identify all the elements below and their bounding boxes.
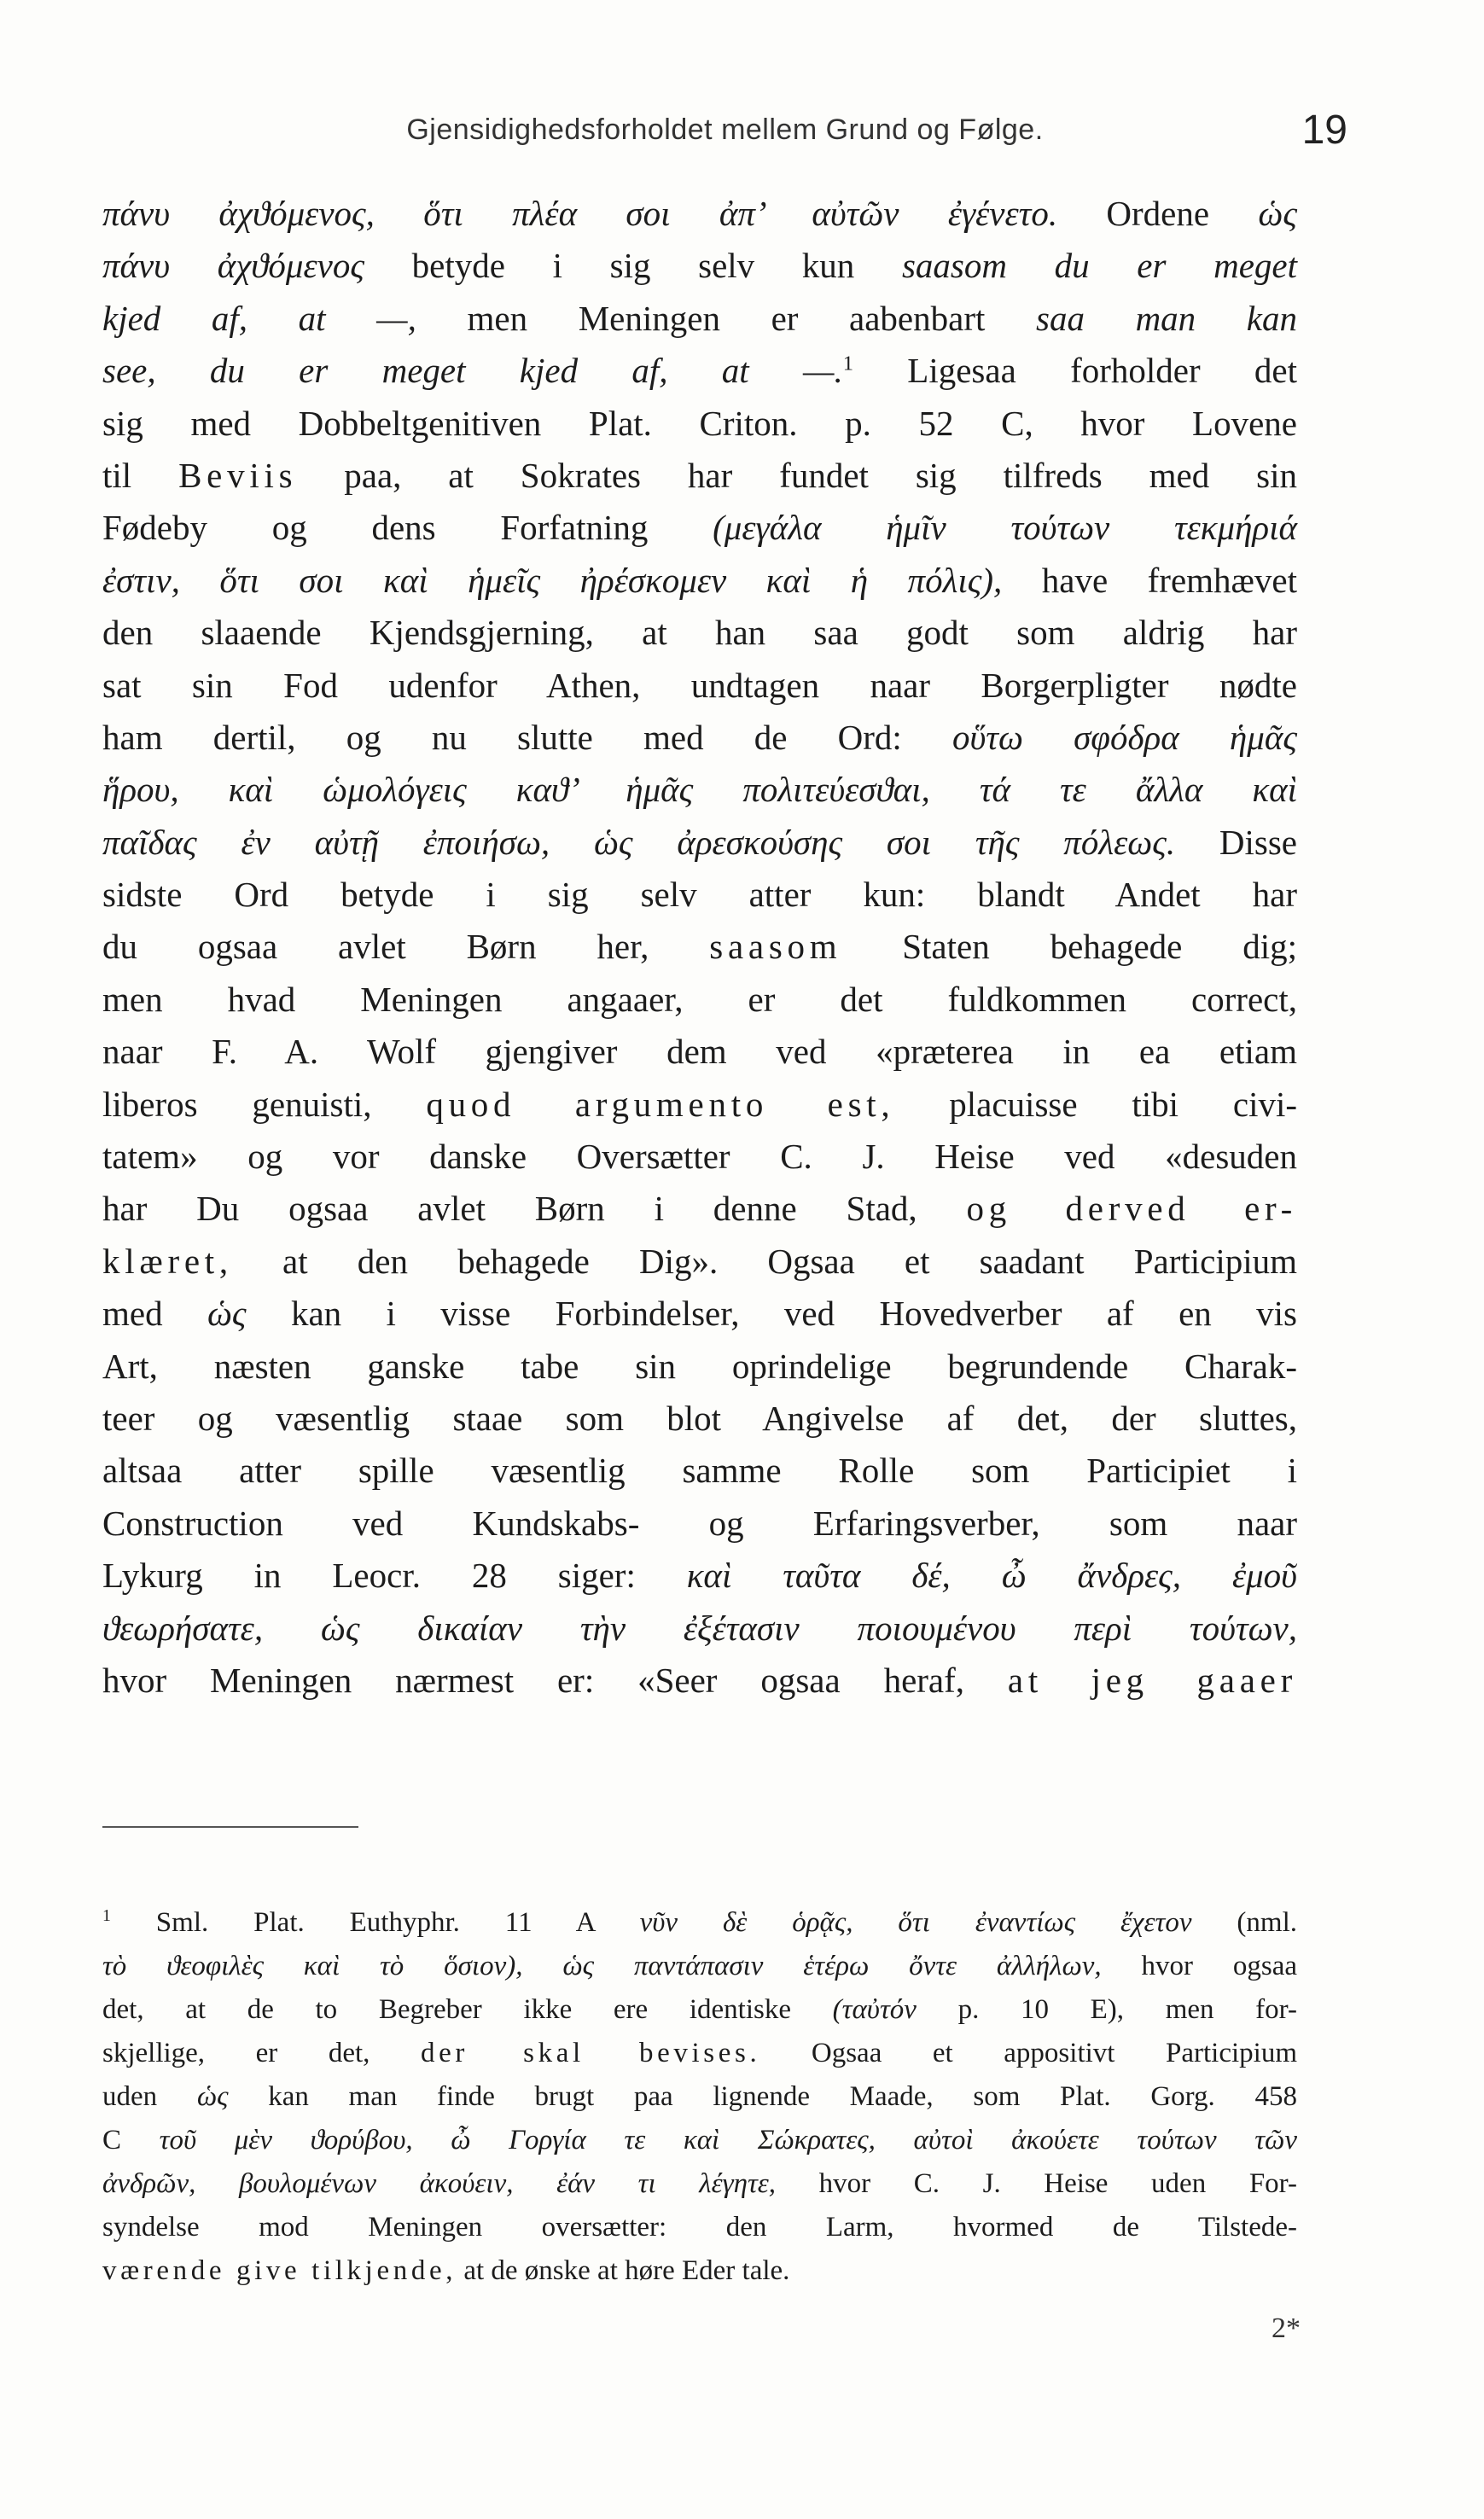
text-line: men hvad Meningen angaaer, er det fuldkommen correct,	[102, 979, 1297, 1019]
text-line: sat sin Fod udenfor Athen, undtagen naar Borgerpligter nødte	[102, 665, 1297, 705]
footnote-divider	[102, 1826, 358, 1828]
greek-word: ὡς	[1258, 194, 1297, 233]
text-line	[102, 1603, 1297, 1655]
main-text	[102, 188, 1297, 1707]
text-line	[102, 1550, 1297, 1602]
printer-signature: 2*	[1272, 2312, 1301, 2344]
text-run: paa, at Sokrates har fundet sig tilfreds med sin	[297, 455, 1297, 495]
text-run: C	[102, 2125, 160, 2155]
spaced-phrase: værende give tilkjende,	[102, 2255, 457, 2286]
text-line: altsaa atter spille væsentlig samme Rolle som Participiet i	[102, 1451, 1297, 1491]
footnote-line	[102, 1988, 1297, 2032]
text-run: men Meningen er aabenbart	[416, 298, 1036, 338]
italic-phrase: kjed af, at —,	[102, 298, 416, 338]
text-run: at de ønske at høre Eder tale.	[457, 2255, 790, 2286]
greek-quote: τοῦ μὲν ϑορύβου, ὦ Γοργία τε καὶ Σώκρατες, αὐτοὶ ἀκούετε τούτων τῶν	[159, 2125, 1298, 2155]
text-run: med	[102, 1294, 207, 1334]
footnote-line	[102, 2249, 1297, 2293]
greek-word: (ταὐτόν	[832, 1994, 917, 2025]
spaced-word: Beviis	[178, 455, 298, 495]
spaced-word: saasom	[709, 927, 842, 967]
footnote-line	[102, 1901, 1297, 1945]
text-line: den slaaende Kjendsgjerning, at han saa godt som aldrig har	[102, 613, 1297, 653]
text-line	[102, 1288, 1297, 1340]
text-run: (nml.	[1191, 1907, 1298, 1938]
spaced-phrase: og derved er-	[966, 1189, 1297, 1229]
spaced-phrase: at jeg gaaer	[1007, 1660, 1297, 1700]
text-run: du ogsaa avlet Børn her,	[102, 927, 710, 967]
text-run: betyde i sig selv kun	[364, 246, 902, 286]
text-run: Sml. Plat. Euthyphr. 11 A	[110, 1907, 640, 1938]
greek-quote: (μεγάλα ἡμῖν τούτων τεκμήριά	[713, 508, 1297, 548]
footnote-line: syndelse mod Meningen oversætter: den Larm, hvormed de Tilstede-	[102, 2212, 1297, 2243]
footnote-line	[102, 2075, 1297, 2119]
text-line	[102, 1079, 1297, 1131]
page-header	[102, 96, 1347, 153]
spaced-phrase: der skal bevises.	[420, 2038, 761, 2068]
greek-quote: καὶ ταῦτα δέ, ὦ ἄνδρες, ἐμοῦ	[686, 1556, 1298, 1596]
text-run: ham dertil, og nu slutte med de Ord:	[102, 717, 952, 757]
greek-word: ὡς	[207, 1294, 247, 1334]
greek-quote: ἐστιν, ὅτι σοι καὶ ἡμεῖς ἠρέσκομεν καὶ ἡ πόλις),	[102, 560, 1003, 600]
text-line	[102, 188, 1297, 240]
text-line	[102, 921, 1297, 973]
greek-quote: νῦν δὲ ὁρᾷς, ὅτι ἐναντίως ἔχετον	[639, 1907, 1192, 1938]
greek-quote: πάνυ ἀχϑόμενος	[102, 246, 364, 286]
italic-phrase: saa man kan	[1036, 298, 1297, 338]
text-line	[102, 1183, 1297, 1235]
text-run: har Du ogsaa avlet Børn i denne Stad,	[102, 1189, 967, 1229]
spaced-word: klæret,	[102, 1241, 233, 1281]
text-line: Art, næsten ganske tabe sin oprindelige begrundende Charak-	[102, 1346, 1297, 1386]
text-line	[102, 712, 1297, 764]
text-run: hvor Meningen nærmest er: «Seer ogsaa heraf,	[102, 1660, 1008, 1700]
text-run: Disse	[1175, 822, 1298, 862]
text-run: hvor ogsaa	[1101, 1951, 1297, 1981]
text-line	[102, 450, 1297, 502]
footnote-line	[102, 1945, 1297, 1988]
text-run: kan man finde brugt paa lignende Maade, som Plat. Gorg. 458	[228, 2081, 1297, 2112]
greek-quote: τὸ ϑεοφιλὲς καὶ τὸ ὅσιον), ὡς παντάπασιν ἑτέρω ὄντε ἀλλήλων,	[102, 1951, 1102, 1981]
text-line	[102, 817, 1297, 869]
text-line	[102, 555, 1297, 607]
greek-quote: οὕτω σφόδρα ἡμᾶς	[952, 717, 1297, 757]
text-run: placuisse tibi civi-	[894, 1084, 1298, 1124]
text-line	[102, 764, 1297, 816]
text-line	[102, 345, 1297, 397]
footnote-line	[102, 2032, 1297, 2075]
text-run: Lykurg in Leocr. 28 siger:	[102, 1556, 687, 1596]
text-run: Ordene	[1057, 194, 1259, 233]
text-line	[102, 240, 1297, 292]
greek-quote: ἀνδρῶν, βουλομένων ἀκούειν, ἐάν τι λέγητε,	[102, 2168, 777, 2199]
footnote	[102, 1901, 1297, 2293]
text-run: uden	[102, 2081, 197, 2112]
text-run: liberos genuisti,	[102, 1084, 427, 1124]
text-line: naar F. A. Wolf gjengiver dem ved «præterea in ea etiam	[102, 1032, 1297, 1072]
footnote-marker: 1	[102, 1906, 111, 1925]
greek-quote: πάνυ ἀχϑόμενος, ὅτι πλέα σοι ἀπ’ αὐτῶν ἐγένετο.	[102, 194, 1058, 233]
text-line: teer og væsentlig staae som blot Angivelse af det, der sluttes,	[102, 1398, 1297, 1438]
text-run: Staten behagede dig;	[841, 927, 1297, 967]
italic-phrase: see, du er meget kjed af, at —.	[102, 351, 843, 391]
footnote-line	[102, 2162, 1297, 2206]
spaced-phrase: quod argumento est,	[426, 1084, 895, 1124]
text-line	[102, 293, 1297, 345]
footnote-line	[102, 2119, 1297, 2162]
greek-word: ὡς	[196, 2081, 229, 2112]
text-run: det, at de to Begreber ikke ere identiske	[102, 1994, 833, 2025]
text-run: p. 10 E), men for-	[916, 1994, 1297, 2025]
text-run: have fremhævet	[1002, 560, 1297, 600]
text-run: Ogsaa et appositivt Participium	[760, 2038, 1297, 2068]
text-run: Ligesaa forholder det	[853, 351, 1297, 391]
greek-quote: ϑεωρήσατε, ὡς δικαίαν τὴν ἐξέτασιν ποιουμένου περὶ τούτων,	[102, 1608, 1297, 1648]
greek-quote: ἥρου, καὶ ὡμολόγεις καϑ’ ἡμᾶς πολιτεύεσϑαι, τά τε ἄλλα καὶ	[102, 770, 1297, 810]
text-run: skjellige, er det,	[102, 2038, 421, 2068]
text-line: sidste Ord betyde i sig selv atter kun: blandt Andet har	[102, 875, 1297, 915]
text-line: tatem» og vor danske Oversætter C. J. Heise ved «desuden	[102, 1137, 1297, 1177]
footnote-ref: 1	[842, 352, 853, 375]
text-line	[102, 1655, 1297, 1707]
text-run: hvor C. J. Heise uden For-	[776, 2168, 1297, 2199]
running-head: Gjensidighedsforholdet mellem Grund og Følge.	[406, 113, 1044, 146]
text-line: Construction ved Kundskabs- og Erfaringsverber, som naar	[102, 1503, 1297, 1543]
text-line	[102, 502, 1297, 554]
italic-phrase: saasom du er meget	[901, 246, 1297, 286]
text-run: Fødeby og dens Forfatning	[102, 508, 713, 548]
text-run: at den behagede Dig». Ogsaa et saadant Participium	[232, 1241, 1297, 1281]
page-number: 19	[1301, 108, 1347, 153]
text-run: til	[102, 455, 179, 495]
text-line: sig med Dobbeltgenitiven Plat. Criton. p. 52 C, hvor Lovene	[102, 403, 1297, 443]
text-line	[102, 1236, 1297, 1288]
greek-quote: παῖδας ἐν αὐτῇ ἐποιήσω, ὡς ἀρεσκούσης σοι τῆς πόλεως.	[102, 822, 1176, 862]
text-run: kan i visse Forbindelser, ved Hovedverber af en vis	[246, 1294, 1297, 1334]
